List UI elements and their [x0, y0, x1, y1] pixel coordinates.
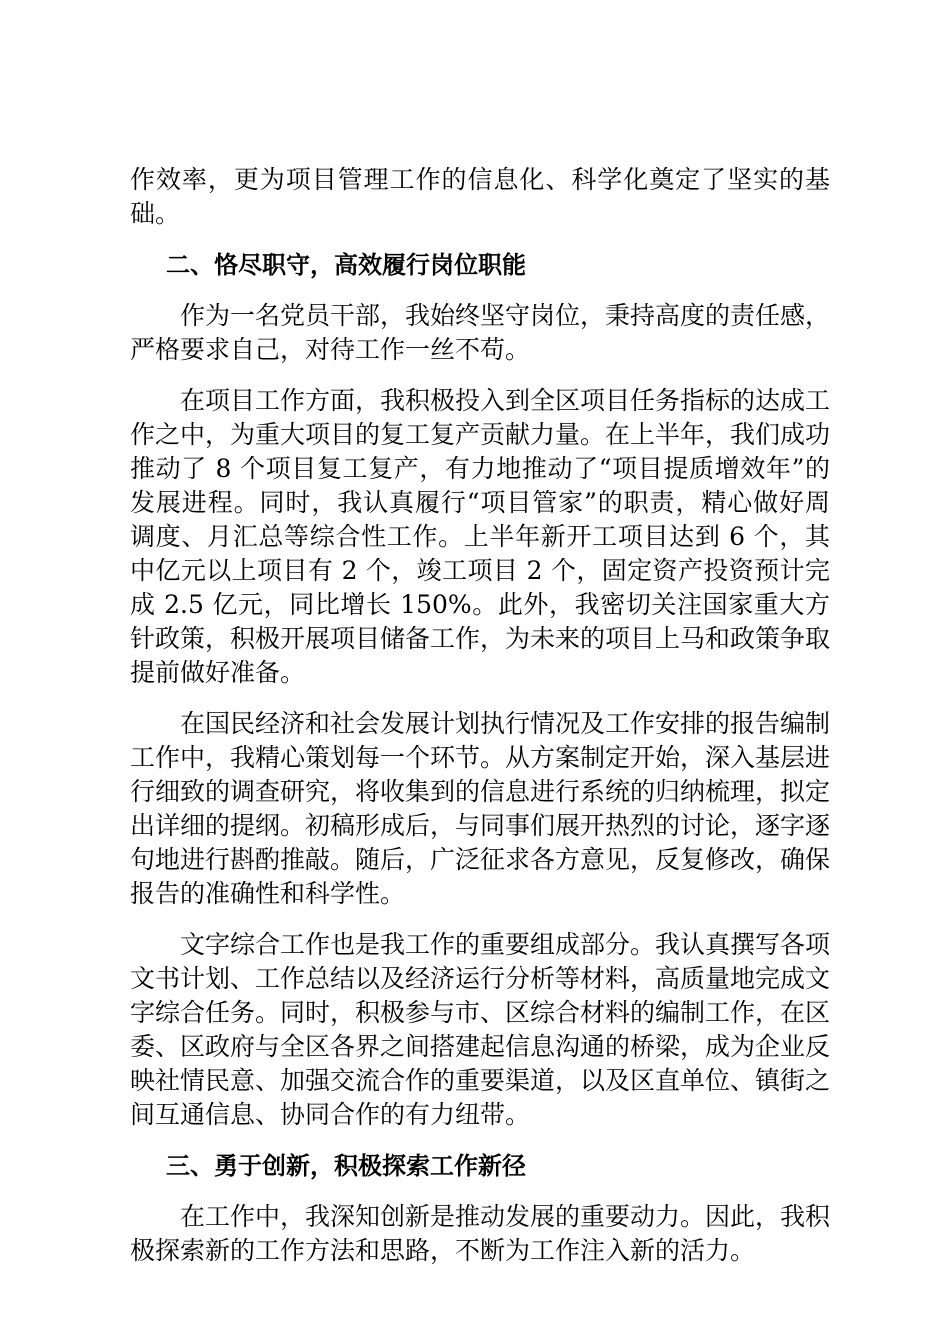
paragraph: 在工作中，我深知创新是推动发展的重要动力。因此，我积极探索新的工作方法和思路，不断为工作注入新的活力。: [130, 1202, 831, 1265]
paragraph: 在国民经济和社会发展计划执行情况及工作安排的报告编制工作中，我精心策划每一个环节。从方案制定开始，深入基层进行细致的调查研究，将收集到的信息进行系统的归纳梳理，拟定出详细的提纲。初稿形成后，与同事们展开热烈的讨论，逐字逐句地进行斟酌推敲。随后，广泛征求各方意见，反复修改，确保报告的准确性和科学性。: [130, 709, 831, 908]
paragraph: 文字综合工作也是我工作的重要组成部分。我认真撰写各项文书计划、工作总结以及经济运行分析等材料，高质量地完成文字综合任务。同时，积极参与市、区综合材料的编制工作，在区委、区政府与全区各界之间搭建起信息沟通的桥梁，成为企业反映社情民意、加强交流合作的重要渠道，以及区直单位、镇街之间互通信息、协同合作的有力纽带。: [130, 930, 831, 1129]
paragraph-continued: 作效率，更为项目管理工作的信息化、科学化奠定了坚实的基础。: [130, 165, 830, 228]
paragraph: 作为一名党员干部，我始终坚守岗位，秉持高度的责任感，严格要求自己，对待工作一丝不苟。: [130, 301, 831, 364]
document-page: [130, 163, 830, 1285]
paragraph: 在项目工作方面，我积极投入到全区项目任务指标的达成工作之中，为重大项目的复工复产贡献力量。在上半年，我们成功推动了 8 个项目复工复产，有力地推动了“项目提质增效年”的发展进程。同时，我认真履行“项目管家”的职责，精心做好周调度、月汇总等综合性工作。上半年新开工项目达到 6 个，其中亿元以上项目有 2 个，竣工项目 2 个，固定资产投资预计完成 2.5 亿元，同比增长 150%。此外，我密切关注国家重大方针政策，积极开展项目储备工作，为未来的项目上马和政策争取提前做好准备。: [130, 386, 831, 687]
section-heading-2: 二、恪尽职守，高效履行岗位职能: [166, 251, 526, 279]
section-heading-3: 三、勇于创新，积极探索工作新径: [166, 1152, 526, 1180]
